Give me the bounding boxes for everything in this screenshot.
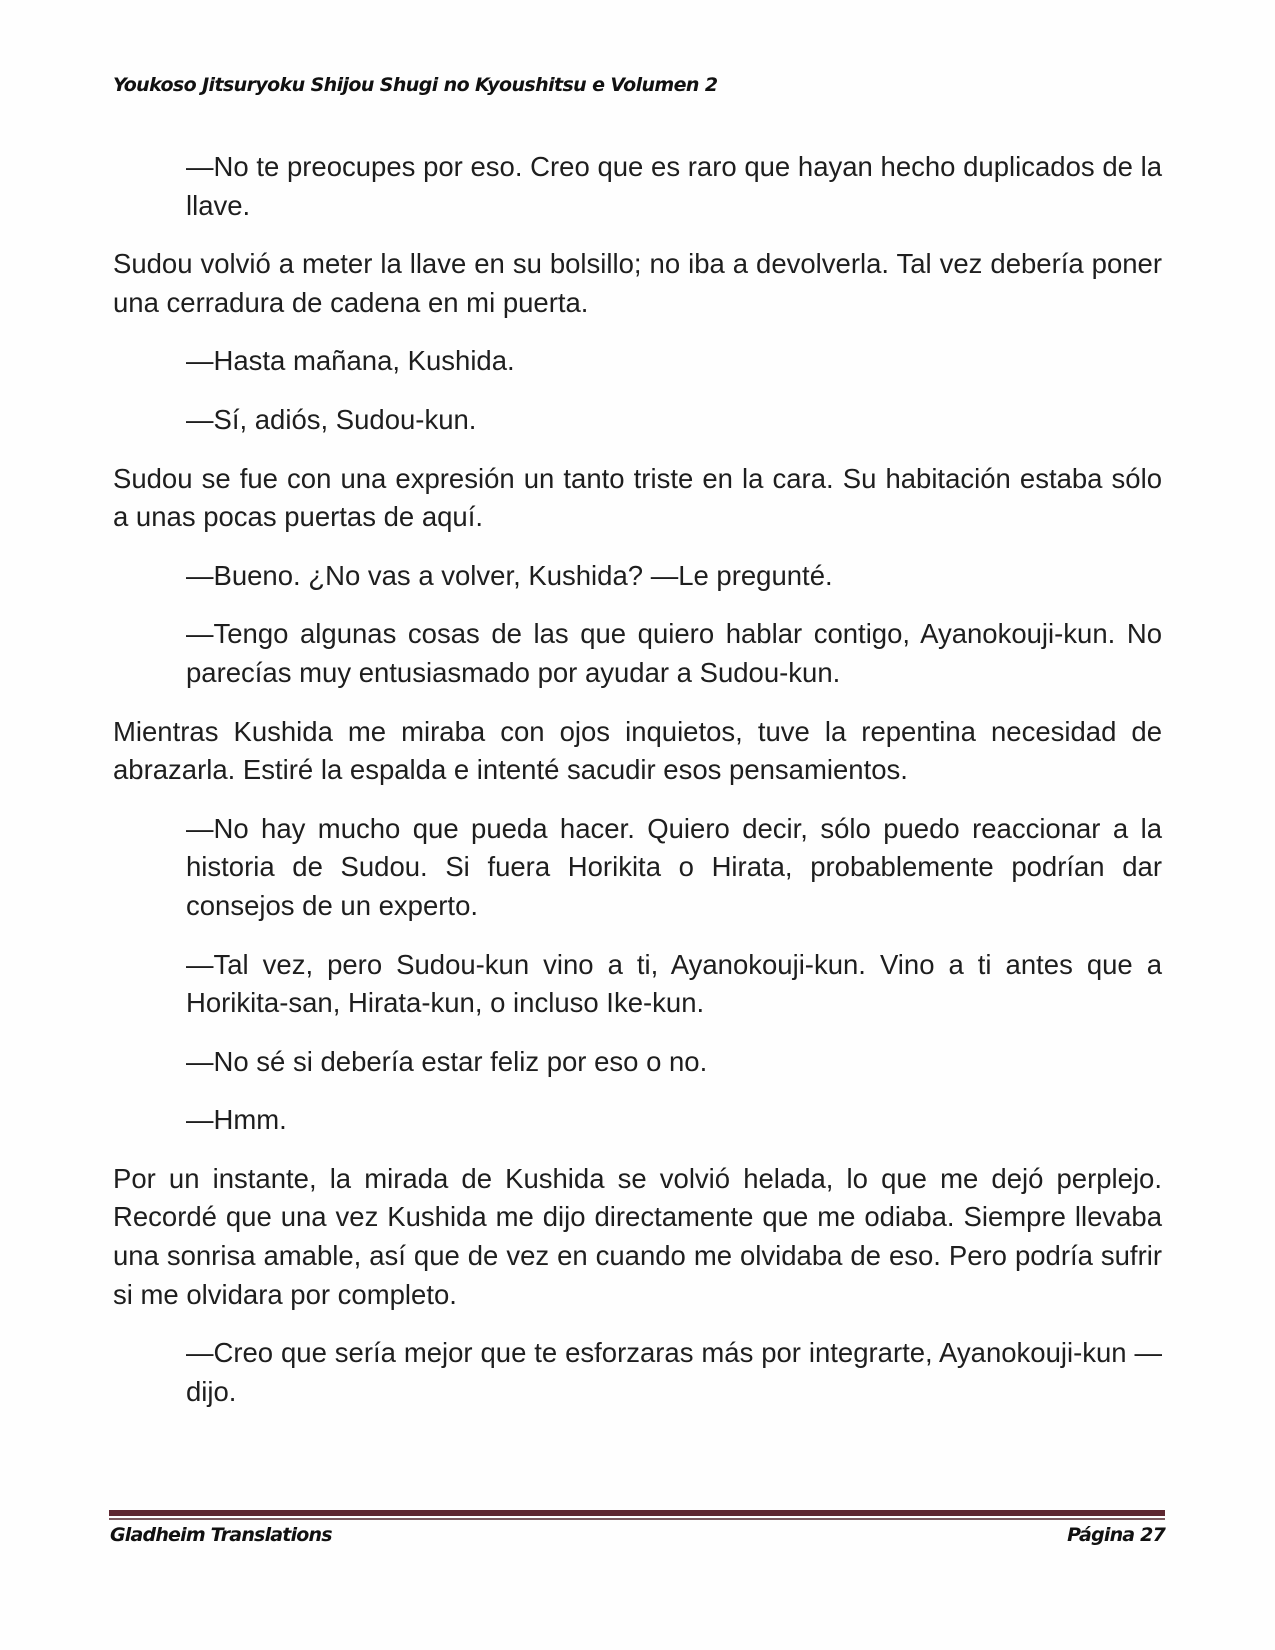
paragraph-narration: Sudou se fue con una expresión un tanto triste en la cara. Su habitación estaba sólo a unas pocas puertas de aquí. xyxy=(113,462,1162,533)
footer-divider-thin xyxy=(109,1518,1165,1520)
paragraph-dialog: —Tengo algunas cosas de las que quiero hablar contigo, Ayanokouji-kun. No parecías muy entusiasmado por ayudar a Sudou-kun. xyxy=(186,618,1162,688)
paragraph-dialog: —Hasta mañana, Kushida. xyxy=(186,345,515,377)
page-header-title: Youkoso Jitsuryoku Shijou Shugi no Kyoushitsu e Volumen 2 xyxy=(113,74,718,96)
paragraph-dialog: —No hay mucho que pueda hacer. Quiero decir, sólo puedo reaccionar a la historia de Sudou. Si fuera Horikita o Hirata, probablemente podrían dar consejos de un experto. xyxy=(186,812,1162,921)
footer-page-number: Página 27 xyxy=(1067,1524,1165,1546)
paragraph-dialog: —Tal vez, pero Sudou-kun vino a ti, Ayanokouji-kun. Vino a ti antes que a Horikita-san, Hirata-kun, o incluso Ike-kun. xyxy=(186,948,1162,1019)
footer-divider xyxy=(109,1510,1165,1521)
paragraph-narration: Sudou volvió a meter la llave en su bolsillo; no iba a devolverla. Tal vez debería poner una cerradura de cadena en mi puerta. xyxy=(113,248,1162,318)
paragraph-dialog: —Sí, adiós, Sudou-kun. xyxy=(186,403,477,435)
footer-publisher: Gladheim Translations xyxy=(110,1524,332,1546)
paragraph-dialog: —Hmm. xyxy=(186,1104,287,1136)
paragraph-dialog: —Creo que sería mejor que te esforzaras más por integrarte, Ayanokouji-kun —dijo. xyxy=(186,1337,1162,1407)
paragraph-narration: Mientras Kushida me miraba con ojos inquietos, tuve la repentina necesidad de abrazarla. Estiré la espalda e intenté sacudir esos pensamientos. xyxy=(113,715,1162,786)
paragraph-dialog: —Bueno. ¿No vas a volver, Kushida? —Le pregunté. xyxy=(186,559,833,591)
page-body xyxy=(113,148,1162,1431)
paragraph-dialog: —No sé si debería estar feliz por eso o no. xyxy=(186,1045,708,1077)
paragraph-dialog: —No te preocupes por eso. Creo que es raro que hayan hecho duplicados de la llave. xyxy=(186,151,1162,221)
paragraph-narration: Por un instante, la mirada de Kushida se volvió helada, lo que me dejó perplejo. Recordé que una vez Kushida me dijo directamente que me odiaba. Siempre llevaba una sonrisa amable, así que de vez en cuando me olvidaba de eso. Pero podría sufrir si me olvidara por completo. xyxy=(113,1162,1162,1310)
